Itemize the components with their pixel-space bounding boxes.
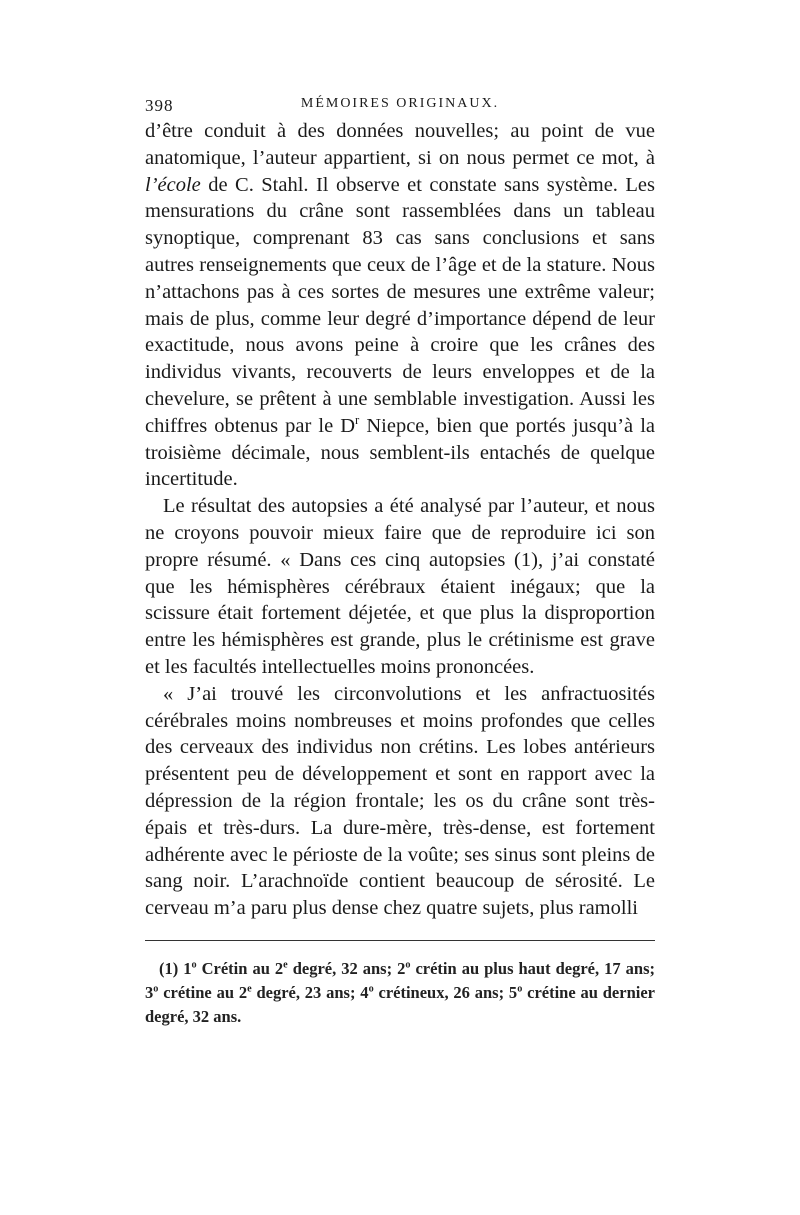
footnote-part: (1) 1	[159, 959, 192, 978]
paragraph-1-text-c: Niepce, bien que portés jusqu’à la troisième décimale, nous semblent-ils entachés de quelque incertitude.	[145, 414, 655, 491]
footnote-sup: o	[517, 983, 523, 995]
footnote-part: Crétin au 2	[196, 959, 284, 978]
paragraph-1	[145, 118, 655, 493]
footnote-sup: o	[405, 959, 411, 971]
paragraph-1-text-b: de C. Stahl. Il observe et constate sans système. Les mensurations du crâne sont rassemblées dans un tableau synoptique, comprenant 83 cas sans conclusions et sans autres renseignements que ceux de l’âge et de la stature. Nous n’attachons pas à ces sortes de mesures une extrême valeur; mais de plus, comme leur degré d’importance dépend de leur exactitude, nous avons peine à croire que les crânes des individus vivants, recouverts de leurs enveloppes et de la chevelure, se prêtent à une semblable investigation. Aussi les chiffres obtenus par le D	[145, 173, 655, 437]
footnote-sup: o	[191, 959, 197, 971]
page-number: 398	[145, 96, 174, 115]
footnote-part: crétin au plus haut degré, 17 ans; 3	[145, 959, 655, 1002]
footnote-rule	[145, 940, 655, 941]
footnote-part: crétine au 2	[158, 983, 248, 1002]
footnote-text	[145, 957, 655, 1029]
body-text	[145, 118, 655, 922]
footnote-part: crétine au dernier degré, 32 ans.	[145, 983, 655, 1026]
footnote-sup: e	[283, 959, 288, 971]
footnote-part: crétineux, 26 ans; 5	[373, 983, 518, 1002]
paragraph-3: « J’ai trouvé les circonvolutions et les anfractuosités cérébrales moins nombreuses et moins profondes que celles des cerveaux des individus non crétins. Les lobes antérieurs présentent peu de développement et sont en rapport avec la dépression de la région frontale; les os du crâne sont très-épais et très-durs. La dure-mère, très-dense, est fortement adhérente avec le périoste de la voûte; ses sinus sont pleins de sang noir. L’arachnoïde contient beaucoup de sérosité. Le cerveau m’a paru plus dense chez quatre sujets, plus ramolli	[145, 682, 655, 920]
paragraph-2: Le résultat des autopsies a été analysé par l’auteur, et nous ne croyons pouvoir mieux faire que de reproduire ici son propre résumé. « Dans ces cinq autopsies (1), j’ai constaté que les hémisphères cérébraux étaient inégaux; que la scissure était fortement déjetée, et que plus la disproportion entre les hémisphères est grande, plus le crétinisme est grave et les facultés intellectuelles moins prononcées.	[145, 495, 655, 678]
paragraph-1-superscript: r	[355, 412, 360, 427]
footnote-sup: o	[153, 983, 159, 995]
footnote	[145, 957, 655, 1029]
paragraph-1-italic: l’école	[145, 173, 201, 196]
running-head	[145, 96, 655, 120]
running-title: MÉMOIRES ORIGINAUX.	[300, 96, 500, 111]
footnote-part: degré, 32 ans; 2	[287, 959, 406, 978]
footnote-part: degré, 23 ans; 4	[251, 983, 369, 1002]
footnote-sup: e	[247, 983, 252, 995]
footnote-sup: o	[368, 983, 374, 995]
paragraph-1-text-a: d’être conduit à des données nouvelles; au point de vue anatomique, l’auteur appartient, si on nous permet ce mot, à	[145, 120, 655, 169]
